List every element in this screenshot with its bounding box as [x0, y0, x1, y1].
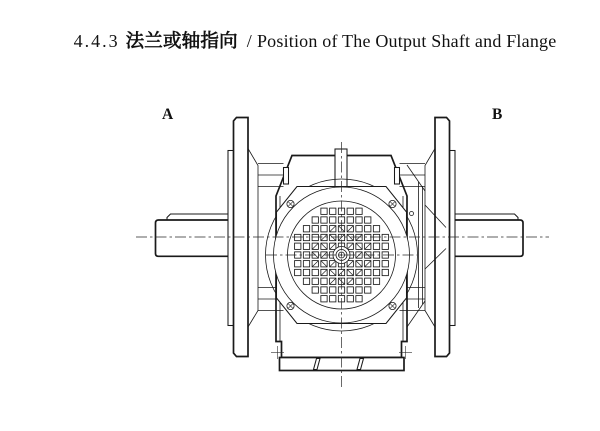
- flange-b-label: B: [492, 106, 503, 123]
- flange-a-label: A: [162, 106, 174, 123]
- title-english: Position of The Output Shaft and Flange: [256, 31, 557, 51]
- output-shaft-a: [156, 214, 229, 256]
- section-number: 4.4.3: [73, 31, 120, 51]
- title-separator: /: [246, 31, 252, 51]
- title-chinese: 法兰或轴指向: [125, 30, 238, 51]
- output-shaft-b: [453, 214, 524, 256]
- vent-plug: [335, 149, 347, 187]
